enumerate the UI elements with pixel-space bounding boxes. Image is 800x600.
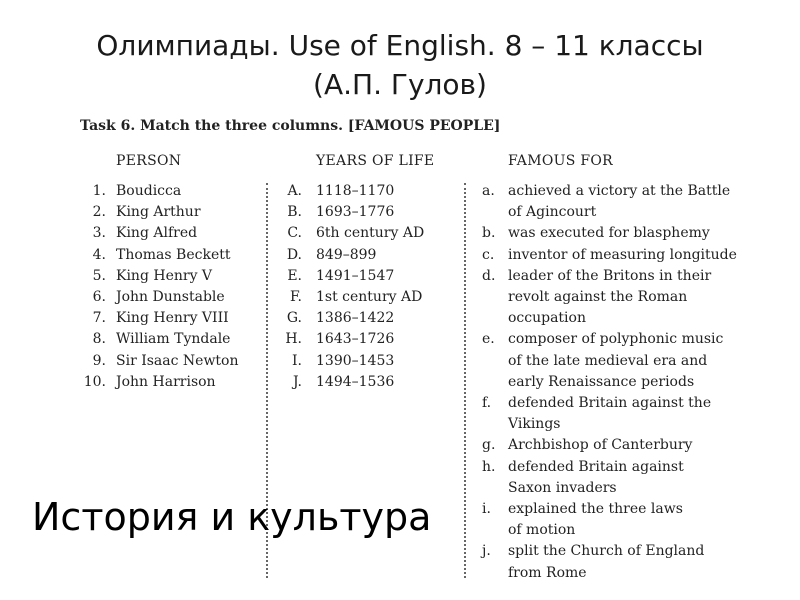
famous-item	[482, 266, 782, 330]
famous-item	[482, 499, 782, 541]
person-item-text: William Tyndale	[116, 331, 231, 348]
years-item-marker: F.	[290, 288, 302, 305]
years-item-text: 6th century AD	[316, 225, 425, 242]
person-item	[80, 372, 260, 393]
years-item	[280, 266, 460, 287]
famous-item	[482, 181, 782, 223]
famous-item-marker: h.	[482, 458, 496, 475]
famous-item-line: composer of polyphonic music	[508, 331, 724, 348]
person-item-text: King Henry V	[116, 267, 213, 284]
years-item-text: 1643–1726	[316, 331, 395, 348]
years-column-header: YEARS OF LIFE	[316, 153, 435, 169]
column-divider-2	[464, 183, 466, 578]
years-item-marker: A.	[287, 183, 302, 199]
years-item-marker: H.	[285, 331, 302, 348]
famous-item	[482, 435, 782, 456]
slide-title	[0, 26, 800, 104]
famous-item-marker: d.	[482, 267, 496, 284]
famous-item-marker: b.	[482, 225, 496, 242]
years-item	[280, 351, 460, 372]
famous-for-list	[482, 181, 782, 584]
person-item-marker: 7.	[92, 310, 106, 327]
years-item-text: 1390–1453	[316, 352, 395, 369]
task-heading: Task 6. Match the three columns. [FAMOUS PEOPLE]	[80, 118, 501, 134]
slide-title-line-1: Олимпиады. Use of English. 8 – 11 классы	[96, 29, 704, 62]
famous-item-line: of Agincourt	[508, 204, 597, 221]
person-item	[80, 266, 260, 287]
slide-caption: История и культура	[32, 495, 432, 539]
famous-item-line: Vikings	[508, 416, 561, 433]
famous-item-line: from Rome	[508, 564, 587, 581]
famous-item-line: Archbishop of Canterbury	[508, 437, 693, 454]
person-item-marker: 8.	[92, 331, 106, 348]
years-item	[280, 181, 460, 202]
person-item-text: John Harrison	[116, 373, 216, 390]
person-column-header: PERSON	[116, 153, 182, 169]
famous-item-marker: f.	[482, 395, 492, 412]
famous-column-header: FAMOUS FOR	[508, 153, 613, 169]
famous-item	[482, 541, 782, 583]
years-item-text: 1494–1536	[316, 373, 395, 390]
years-item-text: 1118–1170	[316, 183, 395, 199]
person-item-marker: 2.	[92, 204, 106, 221]
person-item-text: King Arthur	[116, 204, 201, 221]
famous-item	[482, 245, 782, 266]
years-item	[280, 329, 460, 350]
years-item-marker: J.	[293, 373, 302, 390]
person-item-text: Boudicca	[116, 183, 182, 199]
years-item-marker: B.	[287, 204, 302, 221]
famous-item-marker: c.	[482, 246, 495, 263]
famous-item	[482, 457, 782, 499]
years-item-text: 1491–1547	[316, 267, 395, 284]
slide-title-line-2: (А.П. Гулов)	[313, 68, 487, 101]
famous-item-line: Saxon invaders	[508, 479, 617, 496]
famous-item-marker: i.	[482, 501, 491, 518]
famous-item-marker: e.	[482, 331, 495, 348]
famous-item-line: leader of the Britons in their	[508, 267, 712, 284]
years-item-text: 1386–1422	[316, 310, 395, 327]
person-item	[80, 287, 260, 308]
person-item-marker: 6.	[92, 288, 106, 305]
famous-item-line: achieved a victory at the Battle	[508, 183, 731, 199]
famous-item-line: of the late medieval era and	[508, 352, 708, 369]
years-list	[280, 181, 460, 393]
person-item	[80, 329, 260, 350]
years-item-text: 1693–1776	[316, 204, 395, 221]
famous-item-line: revolt against the Roman	[508, 289, 688, 306]
years-item-marker: G.	[286, 310, 302, 327]
person-list	[80, 181, 260, 393]
famous-item-marker: j.	[482, 543, 491, 560]
famous-item	[482, 223, 782, 244]
years-item	[280, 223, 460, 244]
person-item-text: Thomas Beckett	[116, 246, 231, 263]
famous-item-line: early Renaissance periods	[508, 373, 695, 390]
years-item	[280, 372, 460, 393]
years-item	[280, 308, 460, 329]
person-item-text: King Henry VIII	[116, 310, 229, 327]
famous-item	[482, 393, 782, 435]
person-item-text: King Alfred	[116, 225, 198, 242]
years-item-text: 1st century AD	[316, 288, 423, 305]
famous-item-line: was executed for blasphemy	[508, 225, 710, 242]
years-item	[280, 245, 460, 266]
person-item-text: Sir Isaac Newton	[116, 352, 239, 369]
famous-item-line: inventor of measuring longitude	[508, 246, 737, 263]
years-item	[280, 287, 460, 308]
person-item-text: John Dunstable	[116, 288, 225, 305]
famous-item-marker: g.	[482, 437, 496, 454]
person-item-marker: 10.	[83, 373, 106, 390]
person-item-marker: 9.	[92, 352, 106, 369]
years-item-marker: I.	[292, 352, 302, 369]
years-item-marker: E.	[287, 267, 302, 284]
famous-item-line: occupation	[508, 310, 586, 327]
years-item	[280, 202, 460, 223]
person-item-marker: 5.	[92, 267, 106, 284]
person-item	[80, 181, 260, 202]
person-item	[80, 351, 260, 372]
famous-item-line: explained the three laws	[508, 501, 683, 518]
years-item-marker: C.	[287, 225, 302, 242]
famous-item-marker: a.	[482, 183, 495, 199]
person-item	[80, 308, 260, 329]
famous-item	[482, 329, 782, 393]
famous-item-line: defended Britain against	[508, 458, 684, 475]
years-item-marker: D.	[286, 246, 302, 263]
person-item	[80, 223, 260, 244]
person-item-marker: 3.	[92, 225, 106, 242]
famous-item-line: of motion	[508, 522, 576, 539]
person-item-marker: 1.	[92, 183, 106, 199]
years-item-text: 849–899	[316, 246, 377, 263]
famous-item-line: defended Britain against the	[508, 395, 712, 412]
person-item-marker: 4.	[92, 246, 106, 263]
famous-item-line: split the Church of England	[508, 543, 705, 560]
person-item	[80, 202, 260, 223]
person-item	[80, 245, 260, 266]
